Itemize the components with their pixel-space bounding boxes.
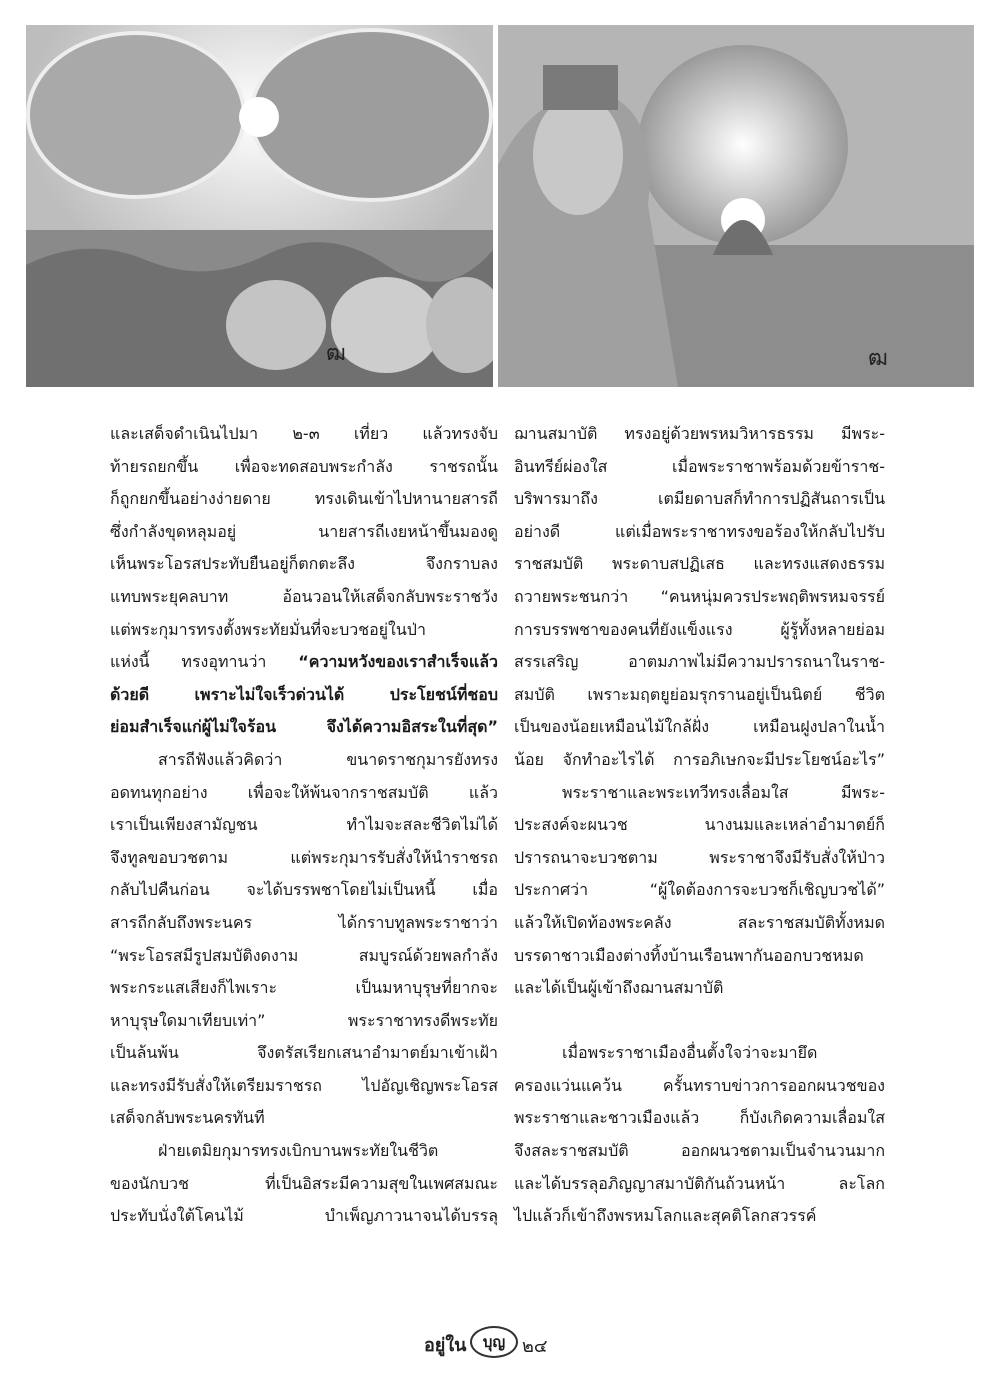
text-line: และทรงมีรับสั่งให้เตรียมราชรถ ไปอัญเชิญพระโอรส [110,1075,498,1095]
mural-prince-meditation-icon [498,25,974,387]
text-line: เห็นพระโอรสประทับยืนอยู่ก็ตกตะลึง จึงกราบลง [110,554,498,574]
blank-line [514,1005,885,1038]
text-line: และได้บรรลุอภิญญาสมาบัติกันถ้วนหน้า ละโลก [514,1173,885,1193]
text-line: สรรเสริญ อาตมภาพไม่มีความปรารถนาในราช- [514,652,885,672]
quote-line: ย่อมสำเร็จแก่ผู้ไม่ใจร้อน จึงได้ความอิสระในที่สุด” [110,717,498,737]
text-column-left [110,418,498,1233]
text-line: จึงทูลขอบวชตาม แต่พระกุมารรับสั่งให้นำราชรถ [110,847,498,867]
text-line: กลับไปคืนก่อน จะได้บรรพชาโดยไม่เป็นหนี้ เมื่อ [110,880,498,900]
text-line: ประสงค์จะผนวช นางนมและเหล่าอำมาตย์ก็ [514,815,885,835]
text-line: แทบพระยุคลบาท อ้อนวอนให้เสด็จกลับพระราชวัง [110,586,498,606]
text-line: บริพารมาถึง เตมียดาบสก็ทำการปฏิสันถารเป็น [514,489,885,509]
text-line: พระราชาและชาวเมืองแล้ว ก็บังเกิดความเลื่อมใส [514,1108,885,1128]
quote-bold: “ความหวังของเราสำเร็จแล้ว [298,652,498,672]
text-line: ครองแว่นแคว้น ครั้นทราบข่าวการออกผนวชของ [514,1075,885,1095]
svg-text:ฒ: ฒ [868,346,888,371]
text-line: แต่พระกุมารทรงตั้งพระทัยมั่นที่จะบวชอยู่ในป่า [110,619,426,639]
text-column-right [514,418,885,1233]
text-line: เป็นล้นพ้น จึงตรัสเรียกเสนาอำมาตย์มาเข้าเฝ้า [110,1043,498,1063]
text-line: ประทับนั่งใต้โคนไม้ บำเพ็ญภาวนาจนได้บรรลุ [110,1206,498,1226]
text-line: เป็นของน้อยเหมือนไม้ใกล้ฝั่ง เหมือนฝูงปลาในน้ำ [514,717,885,737]
text-line: อดทนทุกอย่าง เพื่อจะให้พ้นจากราชสมบัติ แล้ว [110,782,498,802]
text-line: เสด็จกลับพระนครทันที [110,1108,265,1128]
text-line: การบรรพชาของคนที่ยังแข็งแรง ผู้รู้ทั้งหลายย่อม [514,619,885,639]
text-line: น้อย จักทำอะไรได้ การอภิเษกจะมีประโยชน์อะไร” [514,749,885,769]
paragraph-start: สารถีฟังแล้วคิดว่า ขนาดราชกุมารยังทรง [158,749,498,769]
text-line: ปรารถนาจะบวชตาม พระราชาจึงมีรับสั่งให้ป่าว [514,847,885,867]
text-line: แล้วให้เปิดท้องพระคลัง สละราชสมบัติทั้งหมด [514,912,885,932]
text-line: เราเป็นเพียงสามัญชน ทำไมจะสละชีวิตไม่ได้ [110,815,498,835]
text-line: พระกระแสเสียงก็ไพเราะ เป็นมหาบุรุษที่ยากจะ [110,978,498,998]
text-line: และเสด็จดำเนินไปมา ๒-๓ เที่ยว แล้วทรงจับ [110,424,498,443]
paragraph-start: เมื่อพระราชาเมืองอื่นตั้งใจว่าจะมายึด [562,1043,818,1063]
text-line: สมบัติ เพราะมฤตยูย่อมรุกรานอยู่เป็นนิตย์ ชีวิต [514,684,885,704]
text-line: และได้เป็นผู้เข้าถึงฌานสมาบัติ [514,978,724,998]
magazine-logo-circle: บุญ [470,1326,518,1358]
quote-line: ด้วยดี เพราะไม่ใจเร็วด่วนได้ ประโยชน์ที่ชอบ [110,684,498,704]
text-line: อินทรีย์ผ่องใส เมื่อพระราชาพร้อมด้วยข้าราช- [514,456,885,476]
svg-text:ฒ: ฒ [326,341,346,366]
illustration-left [26,25,493,387]
paragraph-start: พระราชาและพระเทวีทรงเลื่อมใส มีพระ- [562,782,885,802]
text-line-mixed [110,646,498,679]
text-line: ราชสมบัติ พระดาบสปฏิเสธ และทรงแสดงธรรม [514,554,885,574]
text-line: ซึ่งกำลังขุดหลุมอยู่ นายสารถีเงยหน้าขึ้นมองดู [110,521,498,541]
text-line: ก็ถูกยกขึ้นอย่างง่ายดาย ทรงเดินเข้าไปหานายสารถี [110,489,498,509]
paragraph-start: ฝ่ายเตมิยกุมารทรงเบิกบานพระทัยในชีวิต [158,1141,439,1161]
text-line: อย่างดี แต่เมื่อพระราชาทรงขอร้องให้กลับไปรับ [514,521,885,541]
text-line: ไปแล้วก็เข้าถึงพรหมโลกและสุคติโลกสวรรค์ [514,1206,817,1226]
text-line: จึงสละราชสมบัติ ออกผนวชตามเป็นจำนวนมาก [514,1141,885,1161]
text-normal: แห่งนี้ ทรงอุทานว่า [110,652,299,672]
text-line: “พระโอรสมีรูปสมบัติงดงาม สมบูรณ์ด้วยพลกำลัง [110,945,498,965]
text-line: ของนักบวช ที่เป็นอิสระมีความสุขในเพศสมณะ [110,1173,498,1193]
text-line: สารถีกลับถึงพระนคร ได้กราบทูลพระราชาว่า [110,912,498,932]
magazine-logo-text: อยู่ใน [424,1335,467,1356]
illustration-right [498,25,974,387]
text-line: ท้ายรถยกขึ้น เพื่อจะทดสอบพระกำลัง ราชรถนั้น [110,456,498,476]
text-line: บรรดาชาวเมืองต่างทิ้งบ้านเรือนพากันออกบวชหมด [514,945,864,965]
text-line: ถวายพระชนกว่า “คนหนุ่มควรประพฤติพรหมจรรย์ [514,586,885,606]
mural-elephants-icon [26,25,493,387]
text-line: หาบุรุษใดมาเทียบเท่า” พระราชาทรงดีพระทัย [110,1010,498,1030]
page-number: ๒๔ [522,1336,548,1357]
page-footer [424,1326,584,1362]
text-line: ฌานสมาบัติ ทรงอยู่ด้วยพรหมวิหารธรรม มีพระ- [514,424,885,443]
text-line: ประกาศว่า “ผู้ใดต้องการจะบวชก็เชิญบวชได้” [514,880,885,900]
